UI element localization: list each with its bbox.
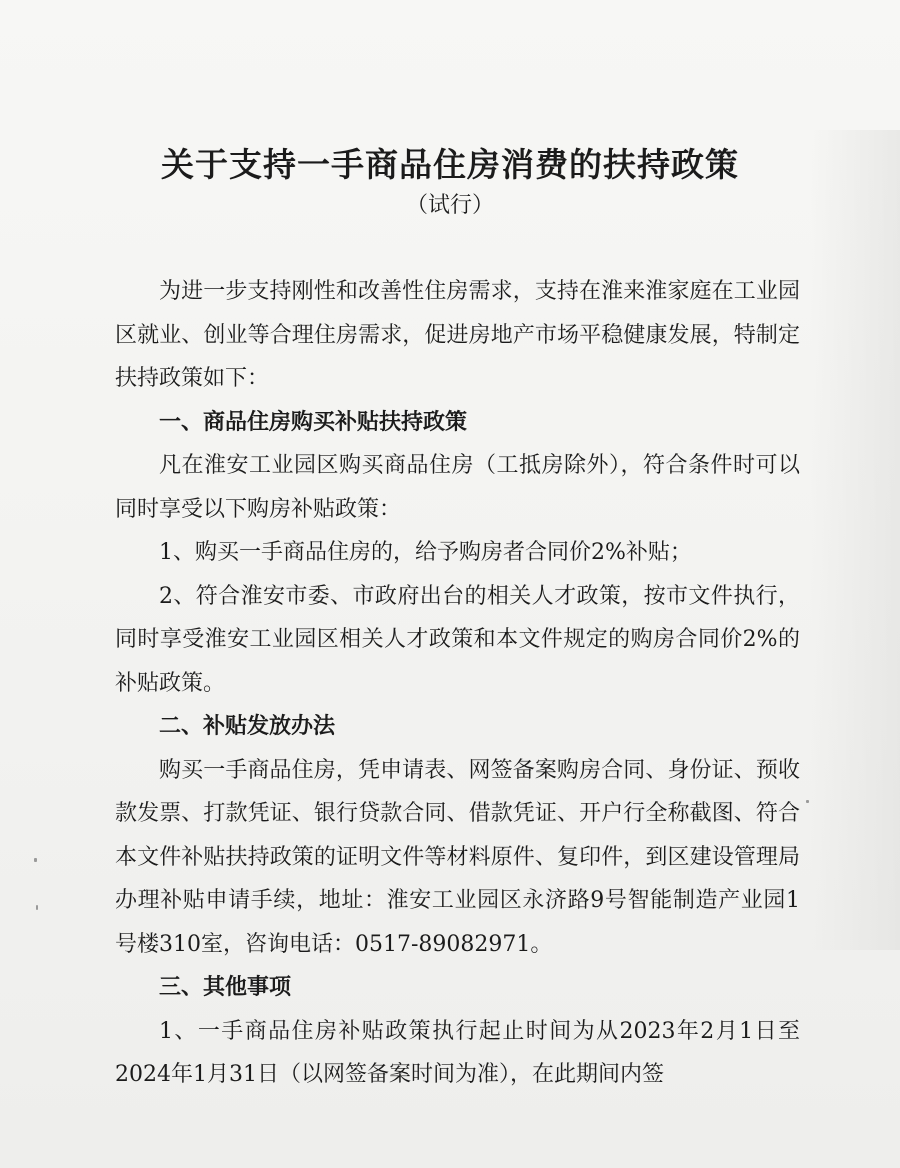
section-1-item-1: 1、购买一手商品住房的，给予购房者合同价2%补贴； (159, 540, 692, 565)
section-3-item-1: 1、一手商品住房补贴政策执行起止时间为从2023年2月1日至2024年1月31日（以网签备案时间为准），在此期间内签 (115, 1018, 800, 1087)
scan-speck (34, 858, 37, 862)
document-subtitle: （试行） (405, 193, 494, 218)
scan-shadow (810, 130, 900, 950)
document-title: 关于支持一手商品住房消费的扶持政策 (161, 145, 739, 184)
document-body (115, 270, 800, 1097)
scan-speck (36, 905, 38, 910)
section-heading-1: 一、商品住房购买补贴扶持政策 (159, 408, 468, 435)
intro-paragraph: 为进一步支持刚性和改善性住房需求，支持在淮来淮家庭在工业园区就业、创业等合理住房需求，促进房地产市场平稳健康发展，特制定扶持政策如下： (115, 279, 800, 391)
section-1-paragraph: 凡在淮安工业园区购买商品住房（工抵房除外），符合条件时可以同时享受以下购房补贴政策： (115, 453, 800, 522)
section-1-item-2: 2、符合淮安市委、市政府出台的相关人才政策，按市文件执行，同时享受淮安工业园区相关人才政策和本文件规定的购房合同价2%的补贴政策。 (115, 583, 800, 696)
section-heading-2: 二、补贴发放办法 (159, 713, 336, 739)
scan-speck (806, 800, 809, 803)
section-2-paragraph: 购买一手商品住房，凭申请表、网签备案购房合同、身份证、预收款发票、打款凭证、银行贷款合同、借款凭证、开户行全称截图、符合本文件补贴扶持政策的证明文件等材料原件、复印件，到区建设管理局办理补贴申请手续，地址：淮安工业园区永济路9号智能制造产业园1号楼310室，咨询电话：0517-89082971。 (115, 757, 800, 957)
section-heading-3: 三、其他事项 (159, 974, 292, 1000)
